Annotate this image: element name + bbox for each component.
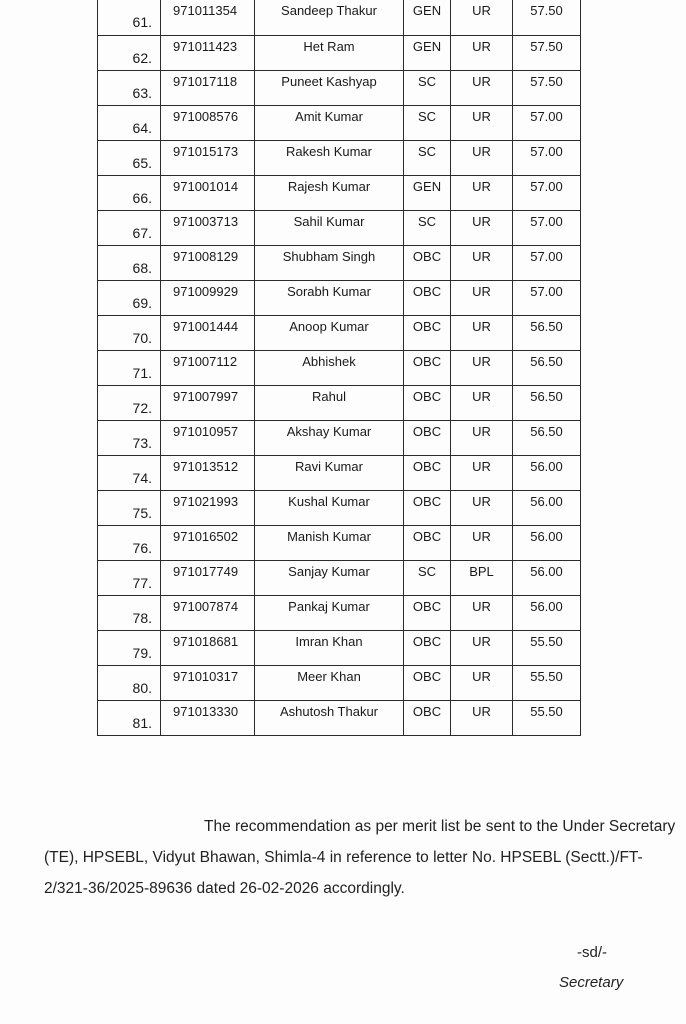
candidate-name: Pankaj Kumar [288, 598, 370, 614]
serial-number: 75. [132, 504, 152, 521]
roll-number-cell [161, 35, 255, 70]
candidate-name-cell [255, 0, 404, 35]
category-cell [404, 245, 451, 280]
serial-number: 62. [132, 49, 152, 66]
marks: 57.50 [530, 3, 563, 18]
roll-number-cell [161, 700, 255, 735]
marks-cell [513, 105, 581, 140]
serial-number-cell [98, 315, 161, 350]
roll-number: 971017749 [173, 563, 239, 579]
sub-category-cell [451, 700, 513, 735]
roll-number-cell [161, 0, 255, 35]
roll-number-cell [161, 385, 255, 420]
sub-category-cell [451, 140, 513, 175]
merit-list-table [97, 0, 581, 736]
candidate-name: Het Ram [303, 38, 355, 54]
roll-number: 971013512 [173, 458, 239, 474]
candidate-name: Anoop Kumar [289, 318, 369, 334]
serial-number-cell [98, 245, 161, 280]
marks: 57.00 [530, 213, 563, 229]
serial-number: 70. [132, 329, 152, 346]
serial-number: 61. [132, 14, 152, 30]
serial-number: 71. [132, 364, 152, 381]
sub-category: UR [472, 633, 491, 649]
category: SC [417, 143, 437, 159]
serial-number-cell [98, 35, 161, 70]
sub-category-cell [451, 665, 513, 700]
sub-category: UR [472, 248, 491, 264]
sub-category: UR [472, 283, 491, 299]
sub-category: UR [472, 423, 491, 439]
marks-cell [513, 525, 581, 560]
marks: 56.50 [530, 388, 563, 404]
category-cell [404, 140, 451, 175]
marks-cell [513, 140, 581, 175]
candidate-name-cell [255, 280, 404, 315]
category: GEN [412, 178, 442, 194]
serial-number: 80. [132, 679, 152, 696]
marks: 56.00 [530, 458, 563, 474]
sub-category-cell [451, 175, 513, 210]
category: OBC [412, 458, 442, 474]
marks-cell [513, 35, 581, 70]
serial-number-cell [98, 665, 161, 700]
sub-category-cell [451, 70, 513, 105]
candidate-name-cell [255, 455, 404, 490]
candidate-name-cell [255, 35, 404, 70]
serial-number: 77. [132, 574, 152, 591]
table-row [98, 70, 581, 105]
candidate-name: Amit Kumar [295, 108, 363, 124]
serial-number: 67. [132, 224, 152, 241]
roll-number: 971007112 [173, 353, 238, 369]
candidate-name: Imran Khan [295, 633, 363, 649]
roll-number-cell [161, 350, 255, 385]
roll-number: 971010317 [173, 668, 239, 684]
roll-number-cell [161, 315, 255, 350]
candidate-name: Akshay Kumar [286, 423, 372, 439]
marks-cell [513, 0, 581, 35]
category: SC [417, 108, 437, 124]
category-cell [404, 350, 451, 385]
candidate-name: Rahul [312, 388, 346, 404]
marks: 56.50 [530, 318, 563, 334]
sub-category-cell [451, 315, 513, 350]
sub-category: UR [472, 143, 491, 159]
category-cell [404, 700, 451, 735]
sub-category: UR [472, 38, 491, 54]
marks: 56.50 [530, 353, 563, 369]
serial-number-cell [98, 70, 161, 105]
roll-number-cell [161, 630, 255, 665]
marks-cell [513, 420, 581, 455]
roll-number: 971018681 [173, 633, 239, 649]
roll-number: 971016502 [173, 528, 239, 544]
sub-category: UR [472, 388, 491, 404]
category-cell [404, 525, 451, 560]
table-row [98, 490, 581, 525]
marks: 57.50 [530, 73, 563, 89]
roll-number-cell [161, 455, 255, 490]
table-row [98, 595, 581, 630]
category: OBC [412, 528, 442, 544]
candidate-name: Manish Kumar [287, 528, 371, 544]
candidate-name: Sahil Kumar [293, 213, 365, 229]
serial-number-cell [98, 385, 161, 420]
candidate-name: Meer Khan [297, 668, 361, 684]
roll-number: 971008129 [173, 248, 239, 264]
marks-cell [513, 560, 581, 595]
marks-cell [513, 385, 581, 420]
sub-category: UR [472, 528, 491, 544]
table-row [98, 210, 581, 245]
table-row [98, 35, 581, 70]
roll-number: 971010957 [173, 423, 239, 439]
marks: 56.00 [530, 563, 563, 579]
category: SC [417, 73, 437, 89]
serial-number: 73. [132, 434, 152, 451]
category: OBC [412, 598, 442, 614]
marks-cell [513, 280, 581, 315]
sub-category-cell [451, 630, 513, 665]
marks-cell [513, 315, 581, 350]
category: OBC [412, 388, 442, 404]
roll-number-cell [161, 280, 255, 315]
candidate-name: Rakesh Kumar [286, 143, 372, 159]
sub-category-cell [451, 420, 513, 455]
candidate-name: Sorabh Kumar [287, 283, 371, 299]
candidate-name: Sanjay Kumar [288, 563, 370, 579]
serial-number: 78. [132, 609, 152, 626]
sub-category: UR [472, 353, 491, 369]
candidate-name-cell [255, 385, 404, 420]
candidate-name-cell [255, 175, 404, 210]
candidate-name-cell [255, 560, 404, 595]
marks: 56.50 [530, 423, 563, 439]
roll-number-cell [161, 560, 255, 595]
roll-number-cell [161, 140, 255, 175]
serial-number: 68. [132, 259, 152, 276]
category: GEN [412, 38, 442, 54]
signatory-designation: Secretary [559, 974, 624, 991]
serial-number-cell [98, 630, 161, 665]
category: OBC [412, 318, 442, 334]
category: OBC [412, 248, 442, 264]
category-cell [404, 560, 451, 595]
merit-list-body [98, 0, 581, 735]
marks-cell [513, 455, 581, 490]
roll-number: 971021993 [173, 493, 239, 509]
serial-number: 81. [132, 714, 152, 731]
roll-number: 971015173 [173, 143, 239, 159]
category-cell [404, 385, 451, 420]
roll-number-cell [161, 175, 255, 210]
table-row [98, 0, 581, 35]
table-row [98, 700, 581, 735]
sub-category-cell [451, 560, 513, 595]
sub-category-cell [451, 525, 513, 560]
signed-mark: -sd/- [577, 944, 607, 961]
roll-number-cell [161, 245, 255, 280]
recommendation-note [44, 811, 676, 904]
serial-number: 66. [132, 189, 152, 206]
table-row [98, 245, 581, 280]
recommendation-text: The recommendation as per merit list be sent to the Under Secretary (TE), HPSEBL, Vidyut Bhawan, Shimla-4 in reference to letter No. HPSEBL (Sectt.)/FT-2/321-36/2025-89636 dated 26-02-2026 accordingly. [44, 818, 676, 897]
marks-cell [513, 630, 581, 665]
category-cell [404, 0, 451, 35]
candidate-name-cell [255, 350, 404, 385]
roll-number: 971008576 [173, 108, 239, 124]
sub-category: UR [472, 3, 491, 18]
sub-category: UR [472, 598, 491, 614]
category: OBC [412, 668, 442, 684]
roll-number: 971009929 [173, 283, 239, 299]
serial-number: 63. [132, 84, 152, 101]
serial-number-cell [98, 175, 161, 210]
marks: 56.00 [530, 598, 563, 614]
roll-number-cell [161, 210, 255, 245]
roll-number: 971007874 [173, 598, 239, 614]
category: OBC [412, 703, 442, 719]
table-row [98, 280, 581, 315]
candidate-name-cell [255, 630, 404, 665]
table-row [98, 385, 581, 420]
roll-number: 971001444 [173, 318, 239, 334]
candidate-name-cell [255, 665, 404, 700]
candidate-name-cell [255, 105, 404, 140]
marks: 55.50 [530, 703, 563, 719]
roll-number-cell [161, 595, 255, 630]
serial-number: 69. [132, 294, 152, 311]
marks: 56.00 [530, 493, 563, 509]
category: OBC [412, 353, 442, 369]
roll-number-cell [161, 665, 255, 700]
marks: 57.00 [530, 248, 563, 264]
sub-category: UR [472, 213, 491, 229]
marks-cell [513, 210, 581, 245]
roll-number: 971007997 [173, 388, 239, 404]
marks: 57.00 [530, 143, 563, 159]
serial-number-cell [98, 560, 161, 595]
serial-number: 74. [132, 469, 152, 486]
marks-cell [513, 595, 581, 630]
category-cell [404, 490, 451, 525]
candidate-name: Puneet Kashyap [281, 73, 377, 89]
category-cell [404, 175, 451, 210]
serial-number-cell [98, 420, 161, 455]
category-cell [404, 595, 451, 630]
table-row [98, 105, 581, 140]
candidate-name-cell [255, 595, 404, 630]
sub-category-cell [451, 595, 513, 630]
table-row [98, 420, 581, 455]
marks-cell [513, 350, 581, 385]
marks-cell [513, 175, 581, 210]
candidate-name-cell [255, 525, 404, 560]
category-cell [404, 105, 451, 140]
sub-category-cell [451, 385, 513, 420]
category-cell [404, 315, 451, 350]
marks: 57.00 [530, 283, 563, 299]
roll-number: 971003713 [173, 213, 239, 229]
category-cell [404, 280, 451, 315]
marks: 57.00 [530, 178, 563, 194]
category: SC [417, 213, 437, 229]
marks: 55.50 [530, 633, 563, 649]
candidate-name: Ashutosh Thakur [279, 703, 379, 719]
candidate-name-cell [255, 140, 404, 175]
marks: 57.50 [530, 38, 563, 54]
category: OBC [412, 283, 442, 299]
table-row [98, 665, 581, 700]
candidate-name-cell [255, 70, 404, 105]
serial-number-cell [98, 280, 161, 315]
marks: 57.00 [530, 108, 563, 124]
category-cell [404, 420, 451, 455]
roll-number: 971011354 [173, 3, 238, 18]
candidate-name: Shubham Singh [282, 248, 376, 264]
marks-cell [513, 665, 581, 700]
roll-number-cell [161, 490, 255, 525]
candidate-name: Sandeep Thakur [281, 3, 377, 18]
sub-category-cell [451, 455, 513, 490]
sub-category: UR [472, 318, 491, 334]
serial-number-cell [98, 525, 161, 560]
serial-number-cell [98, 350, 161, 385]
sub-category-cell [451, 350, 513, 385]
serial-number-cell [98, 490, 161, 525]
roll-number: 971017118 [173, 73, 238, 89]
marks: 56.00 [530, 528, 563, 544]
roll-number: 971013330 [173, 703, 239, 719]
marks-cell [513, 70, 581, 105]
candidate-name-cell [255, 700, 404, 735]
sub-category: UR [472, 703, 491, 719]
sub-category-cell [451, 490, 513, 525]
table-row [98, 350, 581, 385]
candidate-name: Ravi Kumar [295, 458, 363, 474]
marks-cell [513, 490, 581, 525]
roll-number-cell [161, 525, 255, 560]
sub-category: BPL [469, 563, 494, 579]
table-row [98, 560, 581, 595]
sub-category: UR [472, 493, 491, 509]
candidate-name: Abhishek [302, 353, 356, 369]
sub-category-cell [451, 280, 513, 315]
serial-number-cell [98, 140, 161, 175]
serial-number: 79. [132, 644, 152, 661]
sub-category: UR [472, 108, 491, 124]
table-row [98, 175, 581, 210]
serial-number-cell [98, 210, 161, 245]
category: OBC [412, 423, 442, 439]
marks: 55.50 [530, 668, 563, 684]
category-cell [404, 665, 451, 700]
sub-category: UR [472, 73, 491, 89]
category: GEN [412, 3, 442, 18]
marks-cell [513, 700, 581, 735]
table-row [98, 525, 581, 560]
candidate-name-cell [255, 315, 404, 350]
serial-number-cell [98, 105, 161, 140]
roll-number: 971001014 [173, 178, 239, 194]
serial-number: 76. [132, 539, 152, 556]
candidate-name-cell [255, 420, 404, 455]
candidate-name-cell [255, 210, 404, 245]
sub-category-cell [451, 210, 513, 245]
sub-category: UR [472, 668, 491, 684]
serial-number-cell [98, 700, 161, 735]
serial-number: 72. [132, 399, 152, 416]
serial-number: 65. [132, 154, 152, 171]
table-row [98, 315, 581, 350]
category: OBC [412, 493, 442, 509]
category-cell [404, 630, 451, 665]
roll-number-cell [161, 70, 255, 105]
serial-number-cell [98, 0, 161, 35]
category-cell [404, 210, 451, 245]
category-cell [404, 455, 451, 490]
serial-number: 64. [132, 119, 152, 136]
table-row [98, 455, 581, 490]
sub-category-cell [451, 105, 513, 140]
serial-number-cell [98, 455, 161, 490]
table-row [98, 140, 581, 175]
candidate-name-cell [255, 490, 404, 525]
roll-number-cell [161, 420, 255, 455]
table-row [98, 630, 581, 665]
serial-number-cell [98, 595, 161, 630]
marks-cell [513, 245, 581, 280]
category-cell [404, 35, 451, 70]
sub-category: UR [472, 178, 491, 194]
category: SC [417, 563, 437, 579]
category-cell [404, 70, 451, 105]
candidate-name-cell [255, 245, 404, 280]
roll-number: 971011423 [173, 38, 238, 54]
category: OBC [412, 633, 442, 649]
sub-category-cell [451, 245, 513, 280]
roll-number-cell [161, 105, 255, 140]
sub-category: UR [472, 458, 491, 474]
candidate-name: Kushal Kumar [288, 493, 370, 509]
candidate-name: Rajesh Kumar [287, 178, 371, 194]
sub-category-cell [451, 0, 513, 35]
sub-category-cell [451, 35, 513, 70]
